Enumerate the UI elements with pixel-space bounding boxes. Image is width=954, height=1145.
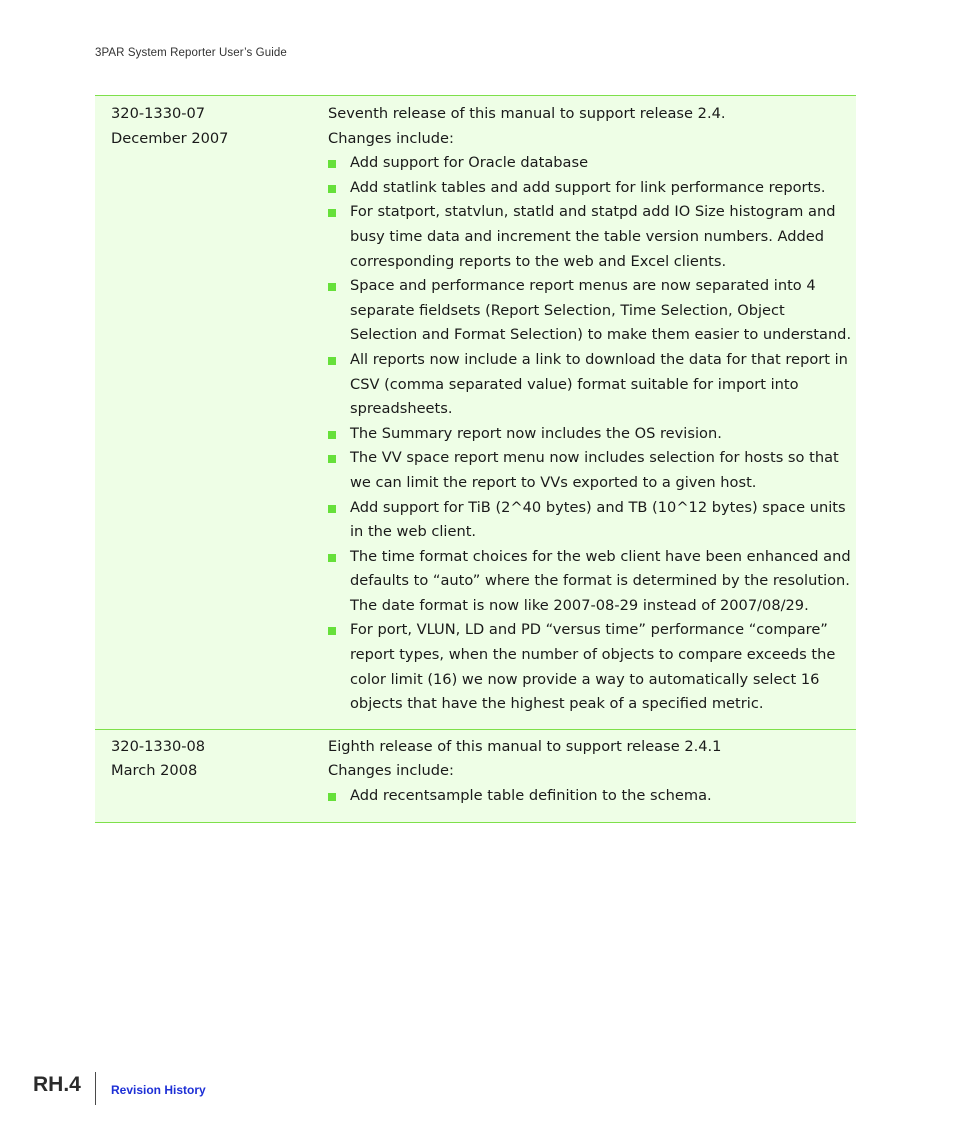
revision-history-table <box>95 95 856 823</box>
change-item <box>328 446 854 495</box>
revision-description-cell <box>328 102 856 717</box>
revision-date: March 2008 <box>111 762 198 780</box>
change-item <box>328 618 854 716</box>
bullet-square-icon <box>328 793 336 801</box>
bullet-square-icon <box>328 357 336 365</box>
revision-summary: Seventh release of this manual to support release 2.4. <box>328 105 726 122</box>
revision-description-cell <box>328 735 856 809</box>
footer-divider <box>95 1072 96 1105</box>
revision-date: December 2007 <box>111 129 229 147</box>
bullet-square-icon <box>328 283 336 291</box>
revision-row <box>95 729 856 823</box>
change-item <box>328 348 854 422</box>
running-header: 3PAR System Reporter User’s Guide <box>95 47 287 59</box>
changes-intro: Changes include: <box>328 762 454 780</box>
revision-id-cell <box>95 102 328 717</box>
change-text: Add statlink tables and add support for link performance reports. <box>350 178 826 196</box>
change-text: Add support for TiB (2^40 bytes) and TB (10^12 bytes) space units in the web client. <box>350 498 846 541</box>
change-text: For port, VLUN, LD and PD “versus time” performance “compare” report types, when the number of objects to compare exceeds the color limit (16) we now provide a way to automatically select 16 objects that have the highest peak of a specified metric. <box>350 621 836 713</box>
part-number: 320-1330-07 <box>111 105 206 122</box>
change-text: All reports now include a link to download the data for that report in CSV (comma separated value) format suitable for import into spreadsheets. <box>350 350 848 418</box>
bullet-square-icon <box>328 209 336 217</box>
bullet-square-icon <box>328 160 336 168</box>
change-item <box>328 176 854 201</box>
section-title-link[interactable]: Revision History <box>111 1083 206 1097</box>
bullet-square-icon <box>328 627 336 635</box>
changes-list <box>328 784 854 809</box>
change-item <box>328 784 854 809</box>
change-item <box>328 200 854 274</box>
bullet-square-icon <box>328 505 336 513</box>
revision-id-cell <box>95 735 328 809</box>
changes-intro: Changes include: <box>328 129 454 147</box>
change-text: The time format choices for the web client have been enhanced and defaults to “auto” where the format is determined by the resolution. The date format is now like 2007-08-29 instead of 2007/08/29. <box>350 547 851 614</box>
change-item <box>328 496 854 545</box>
revision-row <box>95 95 856 729</box>
change-text: The Summary report now includes the OS revision. <box>350 424 722 442</box>
page-number: RH.4 <box>33 1073 81 1096</box>
change-text: The VV space report menu now includes selection for hosts so that we can limit the report to VVs exported to a given host. <box>350 449 839 491</box>
change-text: Add recentsample table definition to the schema. <box>350 787 712 805</box>
change-item <box>328 545 854 619</box>
bullet-square-icon <box>328 554 336 562</box>
change-item <box>328 422 854 447</box>
bullet-square-icon <box>328 455 336 463</box>
change-text: Space and performance report menus are now separated into 4 separate fieldsets (Report Selection, Time Selection, Object Selection and Format Selection) to make them easier to understand. <box>350 277 852 344</box>
changes-list <box>328 151 854 717</box>
change-item <box>328 151 854 176</box>
bullet-square-icon <box>328 185 336 193</box>
change-text: Add support for Oracle database <box>350 154 589 172</box>
change-item <box>328 274 854 348</box>
revision-summary: Eighth release of this manual to support release 2.4.1 <box>328 737 722 755</box>
part-number: 320-1330-08 <box>111 737 206 755</box>
bullet-square-icon <box>328 431 336 439</box>
change-text: For statport, statvlun, statld and statpd add IO Size histogram and busy time data and increment the table version numbers. Added corresponding reports to the web and Excel clients. <box>350 203 836 270</box>
